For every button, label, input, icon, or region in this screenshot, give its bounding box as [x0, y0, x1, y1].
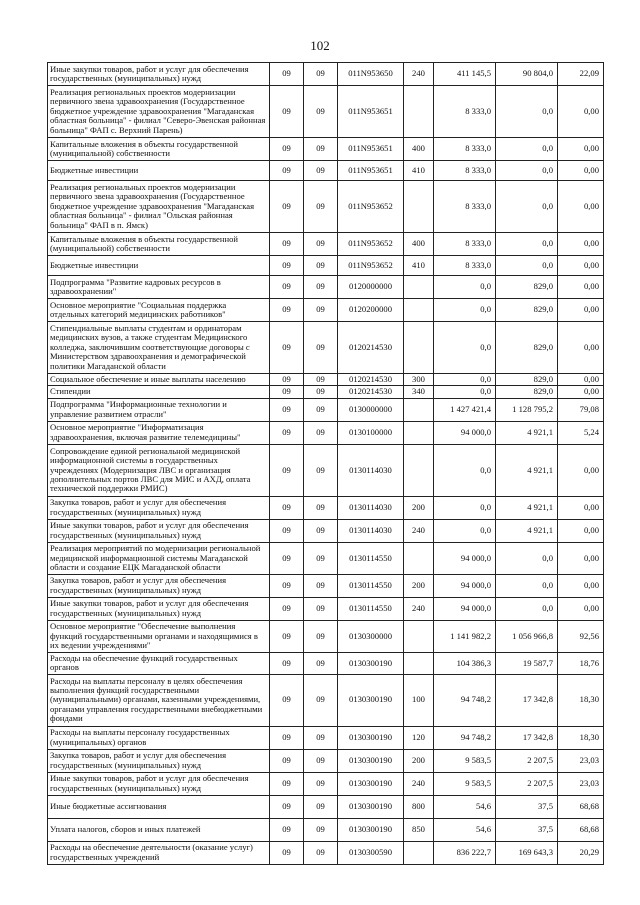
cell-name: Основное мероприятие "Обеспечение выполнения функций государственными органами и находящимися в их ведении учреждениями"	[48, 620, 270, 652]
cell-name: Стипендии	[48, 386, 270, 398]
cell-name: Подпрограмма "Информационные технологии и управление развитием отрасли"	[48, 398, 270, 421]
cell-csr: 0130300190	[338, 652, 404, 674]
cell-csr: 0130300190	[338, 674, 404, 726]
cell-plan: 94 748,2	[434, 674, 496, 726]
cell-pr: 09	[304, 233, 338, 256]
cell-csr: 011N953651	[338, 161, 404, 181]
cell-plan: 8 333,0	[434, 181, 496, 233]
cell-pr: 09	[304, 138, 338, 161]
cell-name: Реализация мероприятий по модернизации региональной медицинской информационной системы Магаданской области и создание ЕЦК Магаданской области	[48, 542, 270, 574]
cell-pct: 0,00	[558, 299, 604, 322]
cell-rz: 09	[270, 772, 304, 795]
table-row	[48, 386, 604, 398]
cell-csr: 0120200000	[338, 299, 404, 322]
cell-fact: 0,0	[496, 181, 558, 233]
cell-plan: 8 333,0	[434, 138, 496, 161]
cell-pr: 09	[304, 519, 338, 542]
cell-rz: 09	[270, 496, 304, 519]
cell-csr: 0130300190	[338, 726, 404, 749]
table-row	[48, 421, 604, 444]
cell-pr: 09	[304, 374, 338, 386]
cell-rz: 09	[270, 233, 304, 256]
cell-pct: 20,29	[558, 841, 604, 864]
cell-pct: 5,24	[558, 421, 604, 444]
cell-plan: 8 333,0	[434, 233, 496, 256]
cell-pct: 0,00	[558, 542, 604, 574]
cell-plan: 836 222,7	[434, 841, 496, 864]
cell-name: Иные бюджетные ассигнования	[48, 795, 270, 818]
cell-fact: 37,5	[496, 795, 558, 818]
cell-rz: 09	[270, 444, 304, 496]
cell-pct: 0,00	[558, 233, 604, 256]
cell-plan: 8 333,0	[434, 86, 496, 138]
cell-fact: 4 921,1	[496, 496, 558, 519]
cell-plan: 94 000,0	[434, 421, 496, 444]
cell-fact: 17 342,8	[496, 674, 558, 726]
cell-fact: 90 804,0	[496, 63, 558, 86]
cell-pct: 0,00	[558, 597, 604, 620]
table-row	[48, 620, 604, 652]
cell-vr: 850	[404, 818, 434, 841]
cell-pct: 22,09	[558, 63, 604, 86]
cell-fact: 829,0	[496, 386, 558, 398]
cell-pr: 09	[304, 597, 338, 620]
cell-pr: 09	[304, 63, 338, 86]
cell-plan: 411 145,5	[434, 63, 496, 86]
cell-rz: 09	[270, 597, 304, 620]
cell-rz: 09	[270, 674, 304, 726]
cell-rz: 09	[270, 421, 304, 444]
cell-vr	[404, 444, 434, 496]
cell-fact: 0,0	[496, 161, 558, 181]
cell-pct: 18,30	[558, 726, 604, 749]
cell-plan: 0,0	[434, 496, 496, 519]
cell-pr: 09	[304, 161, 338, 181]
cell-csr: 011N953652	[338, 233, 404, 256]
cell-fact: 19 587,7	[496, 652, 558, 674]
cell-rz: 09	[270, 86, 304, 138]
cell-pct: 79,08	[558, 398, 604, 421]
cell-vr: 300	[404, 374, 434, 386]
cell-rz: 09	[270, 161, 304, 181]
cell-fact: 829,0	[496, 374, 558, 386]
table-row	[48, 276, 604, 299]
table-row	[48, 374, 604, 386]
table-row	[48, 841, 604, 864]
cell-vr	[404, 276, 434, 299]
cell-vr	[404, 620, 434, 652]
cell-pr: 09	[304, 818, 338, 841]
cell-plan: 0,0	[434, 276, 496, 299]
cell-pct: 0,00	[558, 138, 604, 161]
cell-plan: 8 333,0	[434, 161, 496, 181]
cell-fact: 829,0	[496, 276, 558, 299]
cell-vr: 240	[404, 63, 434, 86]
cell-pr: 09	[304, 181, 338, 233]
cell-plan: 54,6	[434, 795, 496, 818]
table-row	[48, 597, 604, 620]
cell-csr: 011N953652	[338, 181, 404, 233]
table-row	[48, 772, 604, 795]
table-row	[48, 496, 604, 519]
cell-fact: 2 207,5	[496, 749, 558, 772]
cell-rz: 09	[270, 620, 304, 652]
cell-csr: 0120214530	[338, 322, 404, 374]
cell-vr: 240	[404, 597, 434, 620]
cell-pr: 09	[304, 841, 338, 864]
cell-vr: 410	[404, 256, 434, 276]
table-row	[48, 299, 604, 322]
cell-name: Социальное обеспечение и иные выплаты населению	[48, 374, 270, 386]
cell-plan: 94 000,0	[434, 542, 496, 574]
table-row	[48, 652, 604, 674]
cell-plan: 94 748,2	[434, 726, 496, 749]
cell-plan: 0,0	[434, 444, 496, 496]
cell-plan: 94 000,0	[434, 597, 496, 620]
table-row	[48, 674, 604, 726]
cell-csr: 0130114030	[338, 519, 404, 542]
cell-rz: 09	[270, 299, 304, 322]
cell-name: Расходы на выплаты персоналу в целях обеспечения выполнения функций государственными (муниципальными) органами, казенными учреждениями, органами управления государственными внебюджетными фондами	[48, 674, 270, 726]
cell-pr: 09	[304, 299, 338, 322]
cell-vr: 400	[404, 233, 434, 256]
cell-rz: 09	[270, 138, 304, 161]
cell-vr: 410	[404, 161, 434, 181]
cell-rz: 09	[270, 818, 304, 841]
cell-fact: 37,5	[496, 818, 558, 841]
cell-csr: 011N953650	[338, 63, 404, 86]
table-row	[48, 322, 604, 374]
cell-name: Стипендиальные выплаты студентам и ординаторам медицинских вузов, а также студентам Медицинского колледжа, заключившим соответствующие договоры с Министерством здравоохранения и демографической политики Магаданской области	[48, 322, 270, 374]
cell-vr: 200	[404, 574, 434, 597]
page-number: 102	[310, 38, 330, 53]
cell-rz: 09	[270, 841, 304, 864]
cell-csr: 011N953651	[338, 86, 404, 138]
cell-pr: 09	[304, 542, 338, 574]
table-row	[48, 795, 604, 818]
cell-fact: 169 643,3	[496, 841, 558, 864]
cell-fact: 0,0	[496, 597, 558, 620]
cell-plan: 1 141 982,2	[434, 620, 496, 652]
cell-pr: 09	[304, 574, 338, 597]
cell-csr: 0130114550	[338, 597, 404, 620]
cell-fact: 829,0	[496, 299, 558, 322]
cell-rz: 09	[270, 374, 304, 386]
cell-name: Закупка товаров, работ и услуг для обеспечения государственных (муниципальных) нужд	[48, 574, 270, 597]
cell-plan: 1 427 421,4	[434, 398, 496, 421]
cell-plan: 0,0	[434, 299, 496, 322]
cell-vr	[404, 181, 434, 233]
cell-rz: 09	[270, 652, 304, 674]
table-row	[48, 233, 604, 256]
cell-pct: 0,00	[558, 256, 604, 276]
cell-rz: 09	[270, 749, 304, 772]
cell-fact: 0,0	[496, 256, 558, 276]
table-row	[48, 138, 604, 161]
cell-csr: 0130114030	[338, 496, 404, 519]
cell-vr: 200	[404, 496, 434, 519]
cell-csr: 0120000000	[338, 276, 404, 299]
cell-csr: 0130300190	[338, 772, 404, 795]
cell-pct: 68,68	[558, 818, 604, 841]
cell-plan: 0,0	[434, 322, 496, 374]
cell-csr: 0130114550	[338, 542, 404, 574]
cell-plan: 8 333,0	[434, 256, 496, 276]
table-row	[48, 542, 604, 574]
cell-pr: 09	[304, 795, 338, 818]
cell-csr: 011N953651	[338, 138, 404, 161]
cell-vr	[404, 86, 434, 138]
cell-vr: 240	[404, 519, 434, 542]
cell-pct: 68,68	[558, 795, 604, 818]
cell-fact: 0,0	[496, 574, 558, 597]
cell-fact: 1 128 795,2	[496, 398, 558, 421]
cell-name: Закупка товаров, работ и услуг для обеспечения государственных (муниципальных) нужд	[48, 749, 270, 772]
cell-csr: 0130300000	[338, 620, 404, 652]
cell-fact: 17 342,8	[496, 726, 558, 749]
cell-plan: 9 583,5	[434, 772, 496, 795]
cell-vr: 240	[404, 772, 434, 795]
cell-csr: 0130300590	[338, 841, 404, 864]
cell-pr: 09	[304, 276, 338, 299]
cell-name: Бюджетные инвестиции	[48, 256, 270, 276]
table-row	[48, 161, 604, 181]
cell-pr: 09	[304, 726, 338, 749]
cell-pr: 09	[304, 674, 338, 726]
table-row	[48, 818, 604, 841]
cell-rz: 09	[270, 542, 304, 574]
cell-csr: 0130300190	[338, 749, 404, 772]
cell-plan: 9 583,5	[434, 749, 496, 772]
cell-vr	[404, 299, 434, 322]
cell-rz: 09	[270, 574, 304, 597]
cell-name: Подпрограмма "Развитие кадровых ресурсов в здравоохранении"	[48, 276, 270, 299]
cell-name: Сопровождение единой региональной медицинской информационной системы в государственных учреждениях (Модернизация ЛВС и организация дополнительных портов ЛВС для МИС и АХД, оплата технической поддержки РМИС)	[48, 444, 270, 496]
cell-pct: 18,30	[558, 674, 604, 726]
cell-pr: 09	[304, 386, 338, 398]
cell-rz: 09	[270, 386, 304, 398]
cell-fact: 829,0	[496, 322, 558, 374]
cell-plan: 0,0	[434, 374, 496, 386]
cell-pr: 09	[304, 86, 338, 138]
cell-vr: 200	[404, 749, 434, 772]
cell-pct: 0,00	[558, 444, 604, 496]
cell-csr: 0130300190	[338, 795, 404, 818]
cell-pr: 09	[304, 398, 338, 421]
cell-fact: 4 921,1	[496, 519, 558, 542]
cell-pct: 0,00	[558, 574, 604, 597]
cell-pct: 23,03	[558, 772, 604, 795]
cell-rz: 09	[270, 726, 304, 749]
cell-name: Иные закупки товаров, работ и услуг для обеспечения государственных (муниципальных) нужд	[48, 63, 270, 86]
cell-pr: 09	[304, 322, 338, 374]
cell-csr: 0130114030	[338, 444, 404, 496]
cell-plan: 54,6	[434, 818, 496, 841]
cell-csr: 0130100000	[338, 421, 404, 444]
cell-vr	[404, 841, 434, 864]
table-row	[48, 256, 604, 276]
cell-rz: 09	[270, 519, 304, 542]
cell-fact: 0,0	[496, 542, 558, 574]
cell-name: Капитальные вложения в объекты государственной (муниципальной) собственности	[48, 138, 270, 161]
cell-pct: 0,00	[558, 496, 604, 519]
budget-table	[47, 62, 604, 865]
cell-pr: 09	[304, 772, 338, 795]
cell-fact: 0,0	[496, 86, 558, 138]
cell-pr: 09	[304, 749, 338, 772]
cell-vr	[404, 322, 434, 374]
table-row	[48, 63, 604, 86]
cell-csr: 0130114550	[338, 574, 404, 597]
cell-csr: 0130300190	[338, 818, 404, 841]
cell-vr	[404, 652, 434, 674]
cell-pr: 09	[304, 620, 338, 652]
cell-plan: 94 000,0	[434, 574, 496, 597]
cell-vr	[404, 421, 434, 444]
cell-pct: 0,00	[558, 86, 604, 138]
cell-rz: 09	[270, 63, 304, 86]
table-row	[48, 181, 604, 233]
cell-rz: 09	[270, 795, 304, 818]
cell-pr: 09	[304, 421, 338, 444]
cell-vr: 120	[404, 726, 434, 749]
cell-name: Реализация региональных проектов модернизации первичного звена здравоохранения (Государственное бюджетное учреждение здравоохранения "Магаданская областная больница" - филиал "Ольская районная больница" ФАП в п. Ямск)	[48, 181, 270, 233]
cell-vr	[404, 542, 434, 574]
cell-pct: 0,00	[558, 374, 604, 386]
cell-name: Бюджетные инвестиции	[48, 161, 270, 181]
cell-vr: 400	[404, 138, 434, 161]
cell-plan: 0,0	[434, 386, 496, 398]
cell-fact: 0,0	[496, 233, 558, 256]
cell-pct: 0,00	[558, 386, 604, 398]
table-row	[48, 574, 604, 597]
cell-pct: 0,00	[558, 519, 604, 542]
table-row	[48, 749, 604, 772]
cell-name: Основное мероприятие "Информатизация здравоохранения, включая развитие телемедицины"	[48, 421, 270, 444]
cell-fact: 1 056 966,8	[496, 620, 558, 652]
cell-rz: 09	[270, 256, 304, 276]
cell-vr: 800	[404, 795, 434, 818]
cell-name: Расходы на обеспечение деятельности (оказание услуг) государственных учреждений	[48, 841, 270, 864]
cell-name: Расходы на выплаты персоналу государственных (муниципальных) органов	[48, 726, 270, 749]
cell-vr	[404, 398, 434, 421]
cell-name: Основное мероприятие "Социальная поддержка отдельных категорий медицинских работников"	[48, 299, 270, 322]
cell-name: Иные закупки товаров, работ и услуг для обеспечения государственных (муниципальных) нужд	[48, 772, 270, 795]
table-row	[48, 86, 604, 138]
table-row	[48, 726, 604, 749]
table-body	[48, 63, 604, 865]
cell-pct: 92,56	[558, 620, 604, 652]
cell-vr: 340	[404, 386, 434, 398]
cell-pct: 0,00	[558, 276, 604, 299]
cell-rz: 09	[270, 398, 304, 421]
cell-plan: 0,0	[434, 519, 496, 542]
cell-name: Расходы на обеспечение функций государственных органов	[48, 652, 270, 674]
cell-fact: 4 921,1	[496, 421, 558, 444]
cell-name: Реализация региональных проектов модернизации первичного звена здравоохранения (Государственное бюджетное учреждение здравоохранения "Магаданская областная больница" - филиал "Северо-Эвенская районная больница" ФАП с. Верхний Парень)	[48, 86, 270, 138]
cell-rz: 09	[270, 322, 304, 374]
cell-name: Капитальные вложения в объекты государственной (муниципальной) собственности	[48, 233, 270, 256]
cell-pct: 18,76	[558, 652, 604, 674]
cell-csr: 0130000000	[338, 398, 404, 421]
table-row	[48, 519, 604, 542]
cell-name: Иные закупки товаров, работ и услуг для обеспечения государственных (муниципальных) нужд	[48, 519, 270, 542]
cell-csr: 0120214530	[338, 386, 404, 398]
cell-rz: 09	[270, 276, 304, 299]
cell-fact: 0,0	[496, 138, 558, 161]
cell-rz: 09	[270, 181, 304, 233]
cell-plan: 104 386,3	[434, 652, 496, 674]
cell-name: Иные закупки товаров, работ и услуг для обеспечения государственных (муниципальных) нужд	[48, 597, 270, 620]
cell-name: Уплата налогов, сборов и иных платежей	[48, 818, 270, 841]
cell-pr: 09	[304, 496, 338, 519]
cell-pr: 09	[304, 652, 338, 674]
cell-csr: 0120214530	[338, 374, 404, 386]
cell-name: Закупка товаров, работ и услуг для обеспечения государственных (муниципальных) нужд	[48, 496, 270, 519]
table-row	[48, 398, 604, 421]
cell-pct: 0,00	[558, 181, 604, 233]
cell-pct: 23,03	[558, 749, 604, 772]
cell-pct: 0,00	[558, 161, 604, 181]
cell-fact: 2 207,5	[496, 772, 558, 795]
cell-pr: 09	[304, 256, 338, 276]
table-row	[48, 444, 604, 496]
cell-pct: 0,00	[558, 322, 604, 374]
cell-csr: 011N953652	[338, 256, 404, 276]
cell-vr: 100	[404, 674, 434, 726]
cell-pr: 09	[304, 444, 338, 496]
cell-fact: 4 921,1	[496, 444, 558, 496]
